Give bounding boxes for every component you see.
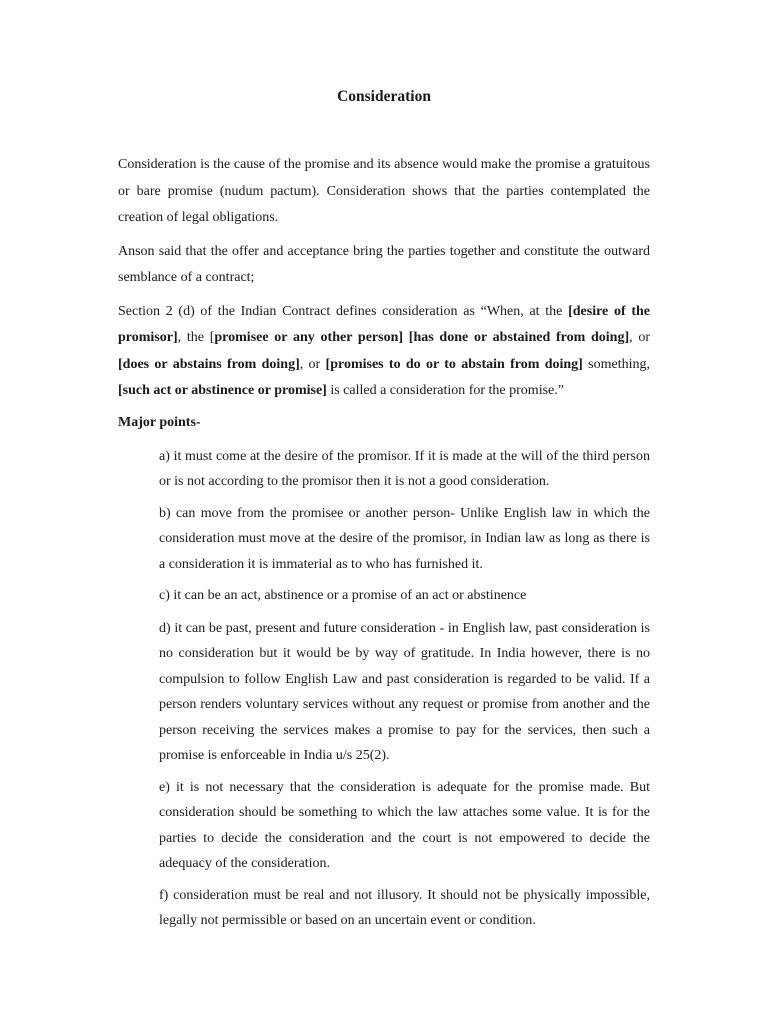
section-text: , or (299, 356, 326, 372)
point-e: e) it is not necessary that the consideration is adequate for the promise made. But consideration should be something to which the law attaches some value. It is for the parties to decide the consideration and the court is not empowered to decide the adequacy of the consideration. (159, 779, 650, 871)
section-text: , the [ (177, 330, 215, 345)
section-bold-term: [promises to do or to abstain from doing] (325, 356, 583, 372)
point-a: a) it must come at the desire of the promisor. If it is made at the will of the third person or is not according to the promisor then it is not a good consideration. (159, 448, 650, 489)
section-bold-term: [such act or abstinence or promise] (118, 383, 327, 398)
point-b: b) can move from the promisee or another person- Unlike English law in which the consideration must move at the desire of the promisor, in Indian law as long as there is a consideration it is immaterial as to who has furnished it. (159, 505, 650, 572)
point-d: d) it can be past, present and future consideration - in English law, past consideration is no consideration but it would be by way of gratitude. In India however, there is no compulsion to follow English Law and past consideration is regarded to be valid. If a person renders voluntary services without any request or promise from another and the person receiving the services makes a promise to pay for the services, then such a promise is enforceable in India u/s 25(2). (159, 620, 650, 763)
section-bold-term: [does or abstains from doing] (118, 356, 300, 372)
point-c: c) it can be an act, abstinence or a promise of an act or abstinence (159, 588, 527, 603)
section-text: Section 2 (d) of the Indian Contract defines consideration as “When, at the (118, 303, 569, 319)
paragraph-definition: Consideration is the cause of the promise and its absence would make the promise a gratuitous or bare promise (nudum pactum). Consideration shows that the parties contemplated the creation of legal obligations. (118, 157, 650, 225)
section-text: , or (629, 330, 651, 345)
section-text: something, (582, 356, 650, 372)
section-bold-term: [desire of the promisor] (118, 303, 651, 345)
paragraph-anson: Anson said that the offer and acceptance bring the parties together and constitute the outward semblance of a contract; (118, 243, 650, 285)
section-bold-term: [has done or abstained from doing] (408, 330, 630, 345)
section-text: is called a consideration for the promise.” (326, 383, 564, 398)
major-points-list (159, 444, 650, 934)
point-f: f) consideration must be real and not illusory. It should not be physically impossible, legally not permissible or based on an uncertain event or condition. (159, 887, 650, 928)
document-body (118, 152, 650, 940)
major-points-heading: Major points- (118, 414, 201, 430)
section-bold-term: promisee or any other person] (214, 330, 404, 345)
paragraph-section-2d (118, 299, 650, 405)
page-title: Consideration (337, 88, 431, 105)
